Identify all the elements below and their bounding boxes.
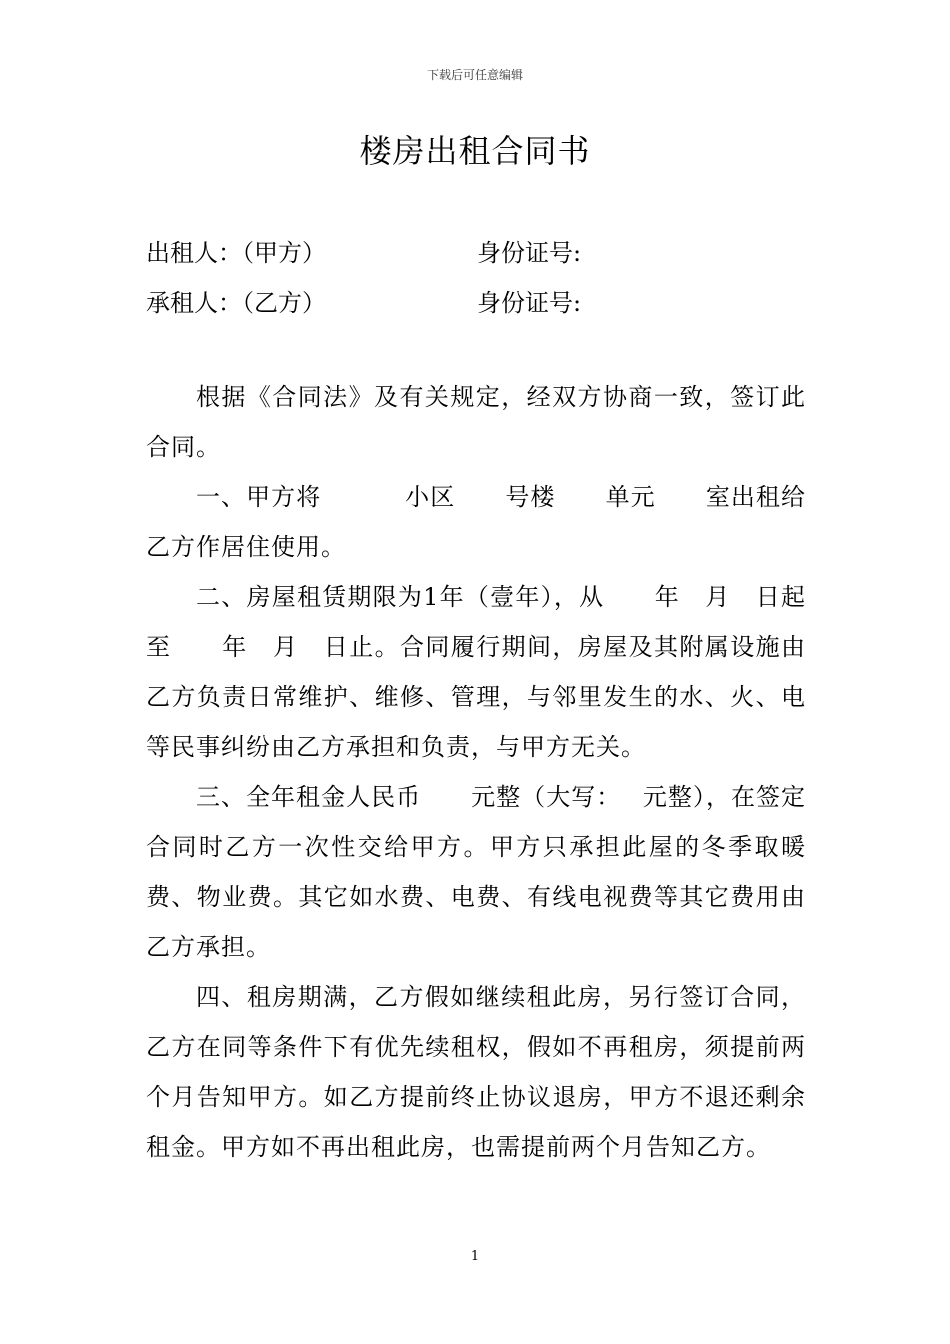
paragraph-clause-4: 四、租房期满，乙方假如继续租此房，另行签订合同，乙方在同等条件下有优先续租权，假如不再租房，须提前两个月告知甲方。如乙方提前终止协议退房，甲方不退还剩余租金。甲方如不再出租此房，也需提前两个月告知乙方。 bbox=[146, 983, 806, 1161]
lessee-row bbox=[146, 283, 582, 317]
paragraph-clause-3: 三、全年租金人民币 元整（大写： 元整），在签定合同时乙方一次性交给甲方。甲方只承担此屋的冬季取暖费、物业费。其它如水费、电费、有线电视费等其它费用由乙方承担。 bbox=[146, 783, 806, 961]
page-number: 1 bbox=[470, 1249, 480, 1264]
paragraph-clause-1: 一、甲方将 小区 号楼 单元 室出租给乙方作居住使用。 bbox=[146, 483, 806, 561]
lessor-row bbox=[146, 233, 582, 267]
header-note: 下载后可任意编辑 bbox=[426, 68, 523, 82]
paragraph-clause-2: 二、房屋租赁期限为1年（壹年），从 年 月 日起至 年 月 日止。合同履行期间，房屋及其附属设施由乙方负责日常维护、维修、管理，与邻里发生的水、火、电等民事纠纷由乙方承担和负责，与甲方无关。 bbox=[146, 583, 806, 761]
lessor-id-label: 身份证号: bbox=[477, 239, 582, 267]
paragraph-preamble: 根据《合同法》及有关规定，经双方协商一致，签订此合同。 bbox=[146, 383, 806, 461]
lessee-id-label: 身份证号: bbox=[477, 289, 582, 317]
document-title: 楼房出租合同书 bbox=[359, 132, 591, 170]
lessor-label: 出租人：（甲方） bbox=[146, 239, 326, 267]
lessee-label: 承租人：（乙方） bbox=[146, 289, 326, 317]
contract-body bbox=[146, 372, 806, 1172]
